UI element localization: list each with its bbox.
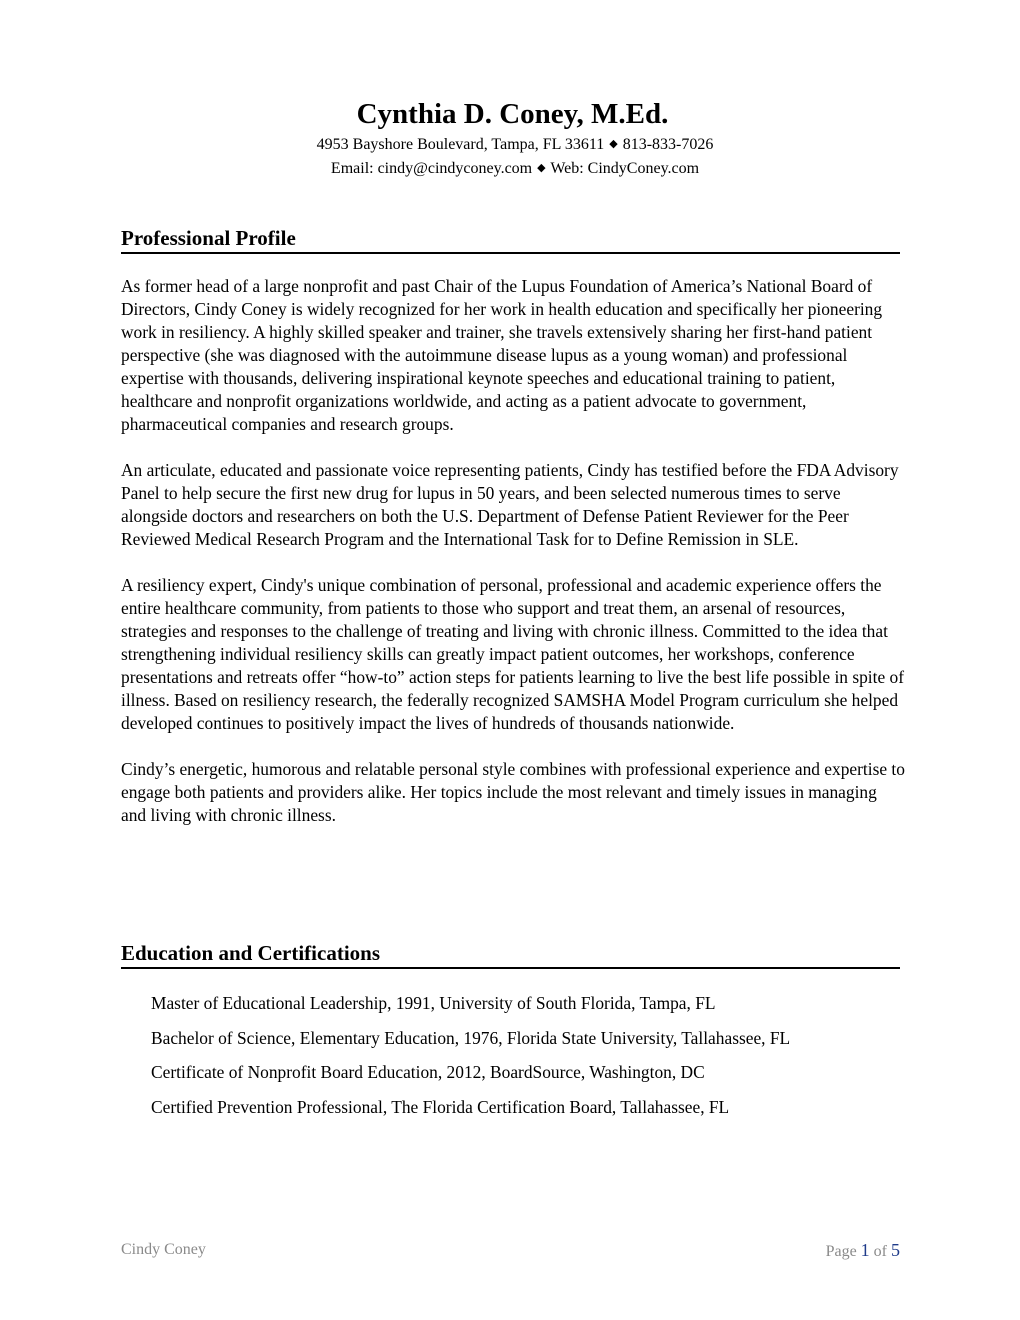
education-list xyxy=(151,992,911,1130)
address-line xyxy=(10,132,1020,156)
profile-paragraph: An articulate, educated and passionate voice representing patients, Cindy has testified before the FDA Advisory Panel to help secure the first new drug for lupus in 50 years, and been selected numerous times to serve alongside doctors and researchers on both the U.S. Department of Defense Patient Reviewer for the Peer Reviewed Medical Research Program and the International Task for to Define Remission in SLE. xyxy=(121,460,899,549)
page-word: Page xyxy=(825,1243,857,1260)
page-total: 5 xyxy=(891,1240,900,1260)
education-item: Certified Prevention Professional, The Florida Certification Board, Tallahassee, FL xyxy=(151,1096,730,1117)
address: 4953 Bayshore Boulevard, Tampa, FL 33611 xyxy=(316,136,605,153)
education-item: Bachelor of Science, Elementary Education, 1976, Florida State University, Tallahassee, FL xyxy=(151,1027,791,1048)
website[interactable]: Web: CindyConey.com xyxy=(550,160,700,177)
email[interactable]: Email: cindy@cindyconey.com xyxy=(330,160,533,177)
diamond-separator-icon: ◆ xyxy=(609,137,618,150)
page-current: 1 xyxy=(860,1240,870,1260)
diamond-separator-icon: ◆ xyxy=(537,161,546,174)
section-title-education: Education and Certifications xyxy=(121,940,900,969)
profile-paragraph: A resiliency expert, Cindy's unique combination of personal, professional and academic experience offers the entire healthcare community, from patients to those who support and treat them, an arsenal of resources, strategies and responses to the challenge of treating and living with chronic illness. Committed to the idea that strengthening individual resiliency skills can greatly impact patient outcomes, her workshops, conference presentations and retreats offer “how-to” action steps for patients learning to live the best life possible in spite of illness. Based on resiliency research, the federally recognized SAMSHA Model Program curriculum she helped developed continues to positively impact the lives of hundreds of thousands nationwide. xyxy=(121,575,904,733)
contact-line xyxy=(10,156,1020,180)
education-item: Master of Educational Leadership, 1991, University of South Florida, Tampa, FL xyxy=(151,993,716,1013)
profile-paragraph: Cindy’s energetic, humorous and relatable personal style combines with professional experience and expertise to engage both patients and providers alike. Her topics include the most relevant and timely issues in managing and living with chronic illness. xyxy=(121,759,905,825)
resume-header xyxy=(0,96,1020,180)
education-item: Certificate of Nonprofit Board Education, 2012, BoardSource, Washington, DC xyxy=(151,1062,705,1083)
profile-paragraph: As former head of a large nonprofit and past Chair of the Lupus Foundation of America’s National Board of Directors, Cindy Coney is widely recognized for her work in health education and specifically her pioneering work in resiliency. A highly skilled speaker and trainer, she travels extensively sharing her first-hand patient perspective (she was diagnosed with the autoimmune disease lupus as a young woman) and professional expertise with thousands, delivering inspirational keynote speeches and educational training to patient, healthcare and nonprofit organizations worldwide, and acting as a patient advocate to government, pharmaceutical companies and research groups. xyxy=(121,276,883,434)
of-word: of xyxy=(873,1243,887,1260)
profile-section xyxy=(121,275,906,850)
phone: 813-833-7026 xyxy=(622,136,714,153)
section-title-profile: Professional Profile xyxy=(121,225,900,254)
page-number xyxy=(826,1240,900,1262)
footer-author: Cindy Coney xyxy=(121,1241,206,1258)
person-name: Cynthia D. Coney, M.Ed. xyxy=(356,98,669,130)
